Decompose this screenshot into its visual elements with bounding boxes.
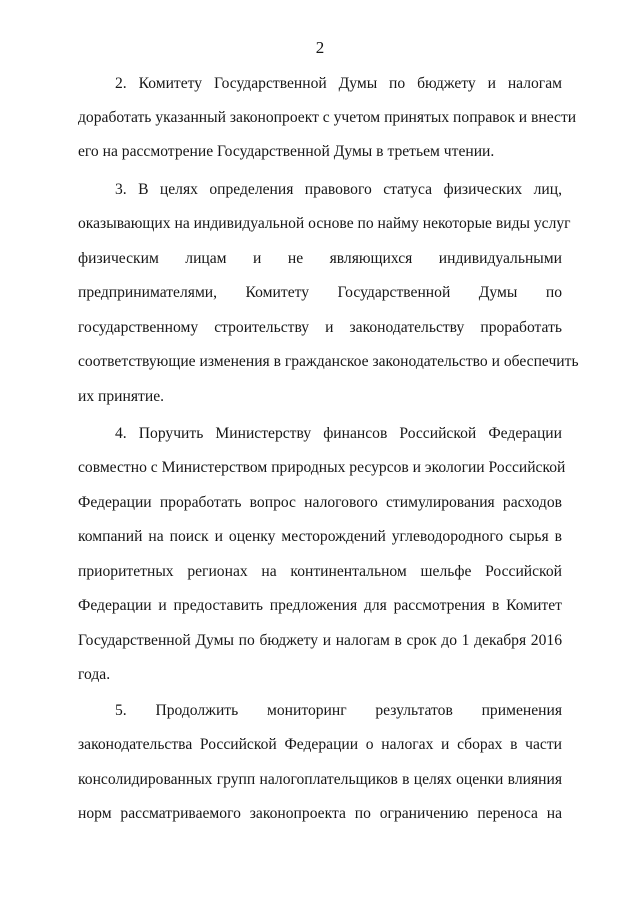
paragraph-4-line-3: Федерации проработать вопрос налогового стимулирования расходов xyxy=(78,494,562,511)
paragraph-4-line-2: совместно с Министерством природных ресурсов и экологии Российской xyxy=(78,459,566,476)
paragraph-3-line-7: их принятие. xyxy=(78,388,165,405)
paragraph-5-line-2: законодательства Российской Федерации о налогах и сборах в части xyxy=(78,736,562,753)
paragraph-5-line-3: консолидированных групп налогоплательщиков в целях оценки влияния xyxy=(78,771,562,788)
paragraph-3-line-3: физическим лицам и не являющихся индивидуальными xyxy=(78,250,562,267)
paragraph-4-line-8: года. xyxy=(78,666,111,683)
paragraph-5-line-1: 5. Продолжить мониторинг результатов применения xyxy=(115,702,562,719)
paragraph-4-line-5: приоритетных регионах на континентальном шельфе Российской xyxy=(78,563,562,580)
paragraph-2-line-3: его на рассмотрение Государственной Думы в третьем чтении. xyxy=(78,143,495,160)
paragraph-2-line-1: 2. Комитету Государственной Думы по бюджету и налогам xyxy=(115,75,562,92)
paragraph-3-line-4: предпринимателями, Комитету Государственной Думы по xyxy=(78,284,562,301)
paragraph-3-line-2: оказывающих на индивидуальной основе по найму некоторые виды услуг xyxy=(78,215,571,232)
paragraph-2-line-2: доработать указанный законопроект с учетом принятых поправок и внести xyxy=(78,109,577,126)
paragraph-3-line-5: государственному строительству и законодательству проработать xyxy=(78,319,562,336)
paragraph-4-line-1: 4. Поручить Министерству финансов Российской Федерации xyxy=(115,425,562,442)
paragraph-4-line-6: Федерации и предоставить предложения для рассмотрения в Комитет xyxy=(78,597,562,614)
paragraph-4-line-4: компаний на поиск и оценку месторождений углеводородного сырья в xyxy=(78,528,562,545)
paragraph-4-line-7: Государственной Думы по бюджету и налогам в срок до 1 декабря 2016 xyxy=(78,632,562,649)
paragraph-5-line-4: норм рассматриваемого законопроекта по ограничению переноса на xyxy=(78,805,562,822)
paragraph-3-line-6: соответствующие изменения в гражданское законодательство и обеспечить xyxy=(78,353,579,370)
page-number: 2 xyxy=(315,38,325,57)
paragraph-3-line-1: 3. В целях определения правового статуса физических лиц, xyxy=(115,181,562,198)
